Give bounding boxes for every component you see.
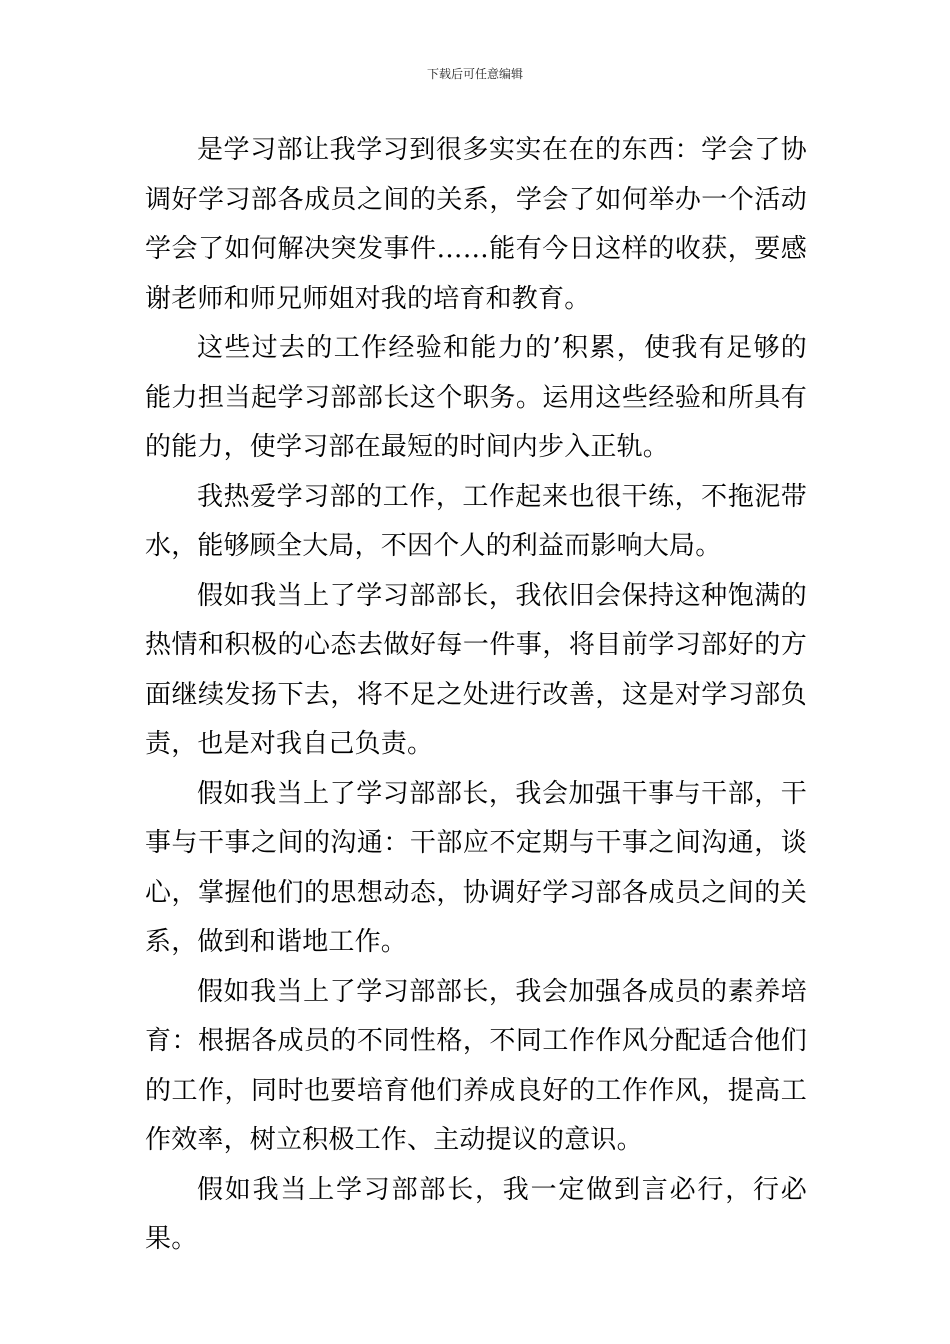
paragraph-2: 这些过去的工作经验和能力的’积累，使我有足够的能力担当起学习部部长这个职务。运用这些经验和所具有的能力，使学习部在最短的时间内步入正轨。 (145, 333, 807, 462)
paragraph-3: 我热爱学习部的工作，工作起来也很干练，不拖泥带水，能够顾全大局，不因个人的利益而影响大局。 (145, 481, 807, 561)
paragraph-6: 假如我当上了学习部部长，我会加强各成员的素养培育：根据各成员的不同性格，不同工作作风分配适合他们的工作，同时也要培育他们养成良好的工作作风，提高工作效率，树立积极工作、主动提议的意识。 (145, 976, 807, 1155)
page-header: 下载后可任意编辑 (426, 67, 523, 81)
paragraph-4: 假如我当上了学习部部长，我依旧会保持这种饱满的热情和积极的心态去做好每一件事，将目前学习部好的方面继续发扬下去，将不足之处进行改善，这是对学习部负责，也是对我自己负责。 (145, 580, 807, 759)
document-body (145, 126, 807, 1265)
paragraph-1: 是学习部让我学习到很多实实在在的东西：学会了协调好学习部各成员之间的关系，学会了如何举办一个活动学会了如何解决突发事件……能有今日这样的收获，要感谢老师和师兄师姐对我的培育和教育。 (145, 135, 807, 314)
paragraph-5: 假如我当上了学习部部长，我会加强干事与干部，干事与干事之间的沟通：干部应不定期与干事之间沟通，谈心，掌握他们的思想动态，协调好学习部各成员之间的关系，做到和谐地工作。 (145, 778, 807, 957)
paragraph-7: 假如我当上学习部部长，我一定做到言必行，行必果。 (145, 1174, 807, 1254)
